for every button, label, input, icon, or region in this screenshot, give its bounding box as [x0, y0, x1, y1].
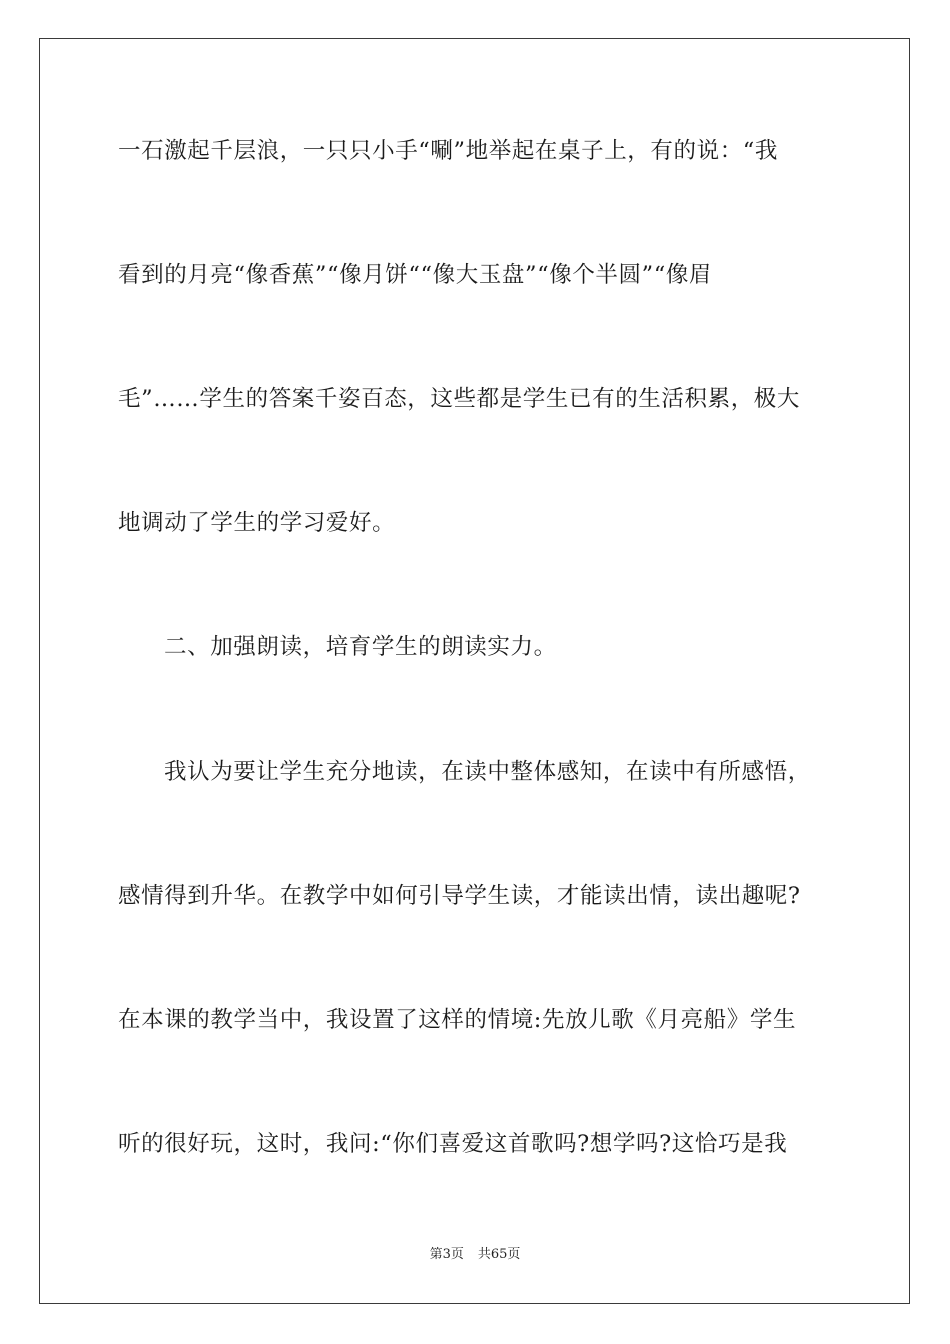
page-border — [39, 38, 910, 1304]
body-line: 地调动了学生的学习爱好。 — [118, 510, 396, 536]
body-line: 听的很好玩，这时，我问:“你们喜爱这首歌吗?想学吗?这恰巧是我 — [118, 1131, 788, 1157]
body-line: 毛”……学生的答案千姿百态，这些都是学生已有的生活积累，极大 — [118, 386, 801, 412]
page-footer — [0, 1246, 950, 1264]
body-line: 我认为要让学生充分地读，在读中整体感知，在读中有所感悟， — [164, 759, 811, 785]
section-heading: 二、加强朗读，培育学生的朗读实力。 — [164, 634, 557, 660]
body-line: 看到的月亮“像香蕉”“像月饼““像大玉盘”“像个半圆”“像眉 — [118, 262, 713, 288]
body-line: 在本课的教学当中，我设置了这样的情境:先放儿歌《月亮船》学生 — [118, 1007, 797, 1033]
body-line: 感情得到升华。在教学中如何引导学生读，才能读出情，读出趣呢? — [118, 883, 801, 909]
page-number: 第3页 — [429, 1247, 464, 1262]
body-line: 一石激起千层浪，一只只小手“唰”地举起在桌子上，有的说：“我 — [118, 138, 779, 164]
page-total: 共65页 — [477, 1247, 521, 1262]
